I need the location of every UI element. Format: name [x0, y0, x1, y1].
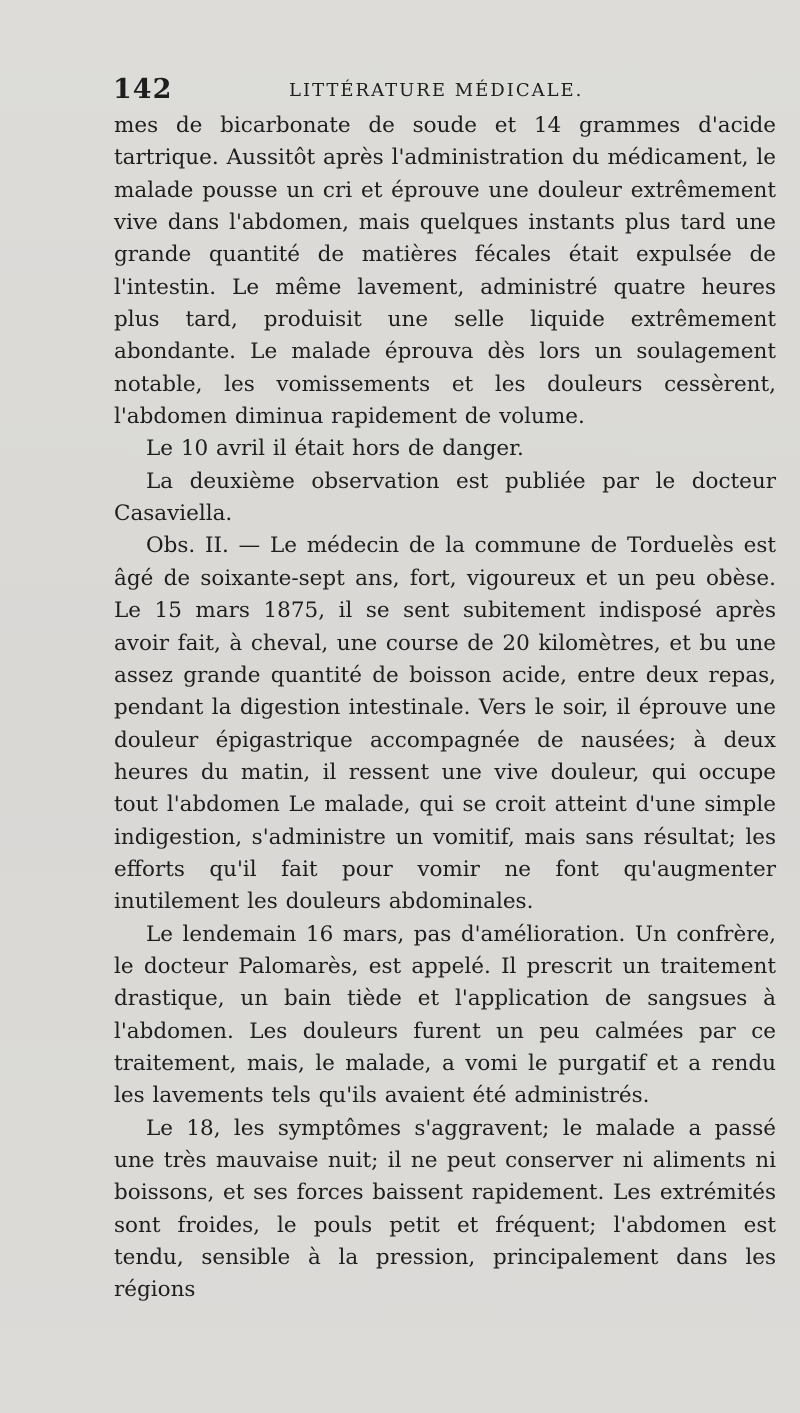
paragraph: Le lendemain 16 mars, pas d'amélioration. Un confrère, le docteur Palomarès, est appelé. Il prescrit un traitement drastique, un bain tiède et l'application de sangsues à l'abdomen. Les douleurs furent un peu calmées par ce traitement, mais, le malade, a vomi le purgatif et a rendu les lavements tels qu'ils avaient été administrés. — [114, 921, 776, 1109]
page-header — [113, 74, 773, 110]
page-number: 142 — [113, 74, 173, 105]
running-head: LITTÉRATURE MÉDICALE. — [289, 80, 584, 101]
paragraph: Le 10 avril il était hors de danger. — [146, 436, 524, 462]
paragraph: mes de bicarbonate de soude et 14 grammes d'acide tartrique. Aussitôt après l'administration du médicament, le malade pousse un cri et éprouve une douleur extrêmement vive dans l'abdomen, mais quelques instants plus tard une grande quantité de matières fécales était expulsée de l'intestin. Le même lavement, administré quatre heures plus tard, produisit une selle liquide extrêmement abondante. Le malade éprouva dès lors un soulagement notable, les vomissements et les douleurs cessèrent, l'abdomen diminua rapidement de volume. — [114, 113, 776, 430]
body-text — [114, 110, 776, 1307]
paragraph: Obs. II. — Le médecin de la commune de Torduelès est âgé de soixante-sept ans, fort, vigoureux et un peu obèse. Le 15 mars 1875, il se sent subitement indisposé après avoir fait, à cheval, une course de 20 kilomètres, et bu une assez grande quantité de boisson acide, entre deux repas, pendant la digestion intestinale. Vers le soir, il éprouve une douleur épigastrique accompagnée de nausées; à deux heures du matin, il ressent une vive douleur, qui occupe tout l'abdomen Le malade, qui se croit atteint d'une simple indigestion, s'administre un vomitif, mais sans résultat; les efforts qu'il fait pour vomir ne font qu'augmenter inutilement les douleurs abdominales. — [114, 533, 776, 915]
paragraph: Le 18, les symptômes s'aggravent; le malade a passé une très mauvaise nuit; il ne peut conserver ni aliments ni boissons, et ses forces baissent rapidement. Les extrémités sont froides, le pouls petit et fréquent; l'abdomen est tendu, sensible à la pression, principalement dans les régions — [114, 1115, 776, 1303]
paragraph: La deuxième observation est publiée par le docteur Casaviella. — [114, 468, 776, 527]
